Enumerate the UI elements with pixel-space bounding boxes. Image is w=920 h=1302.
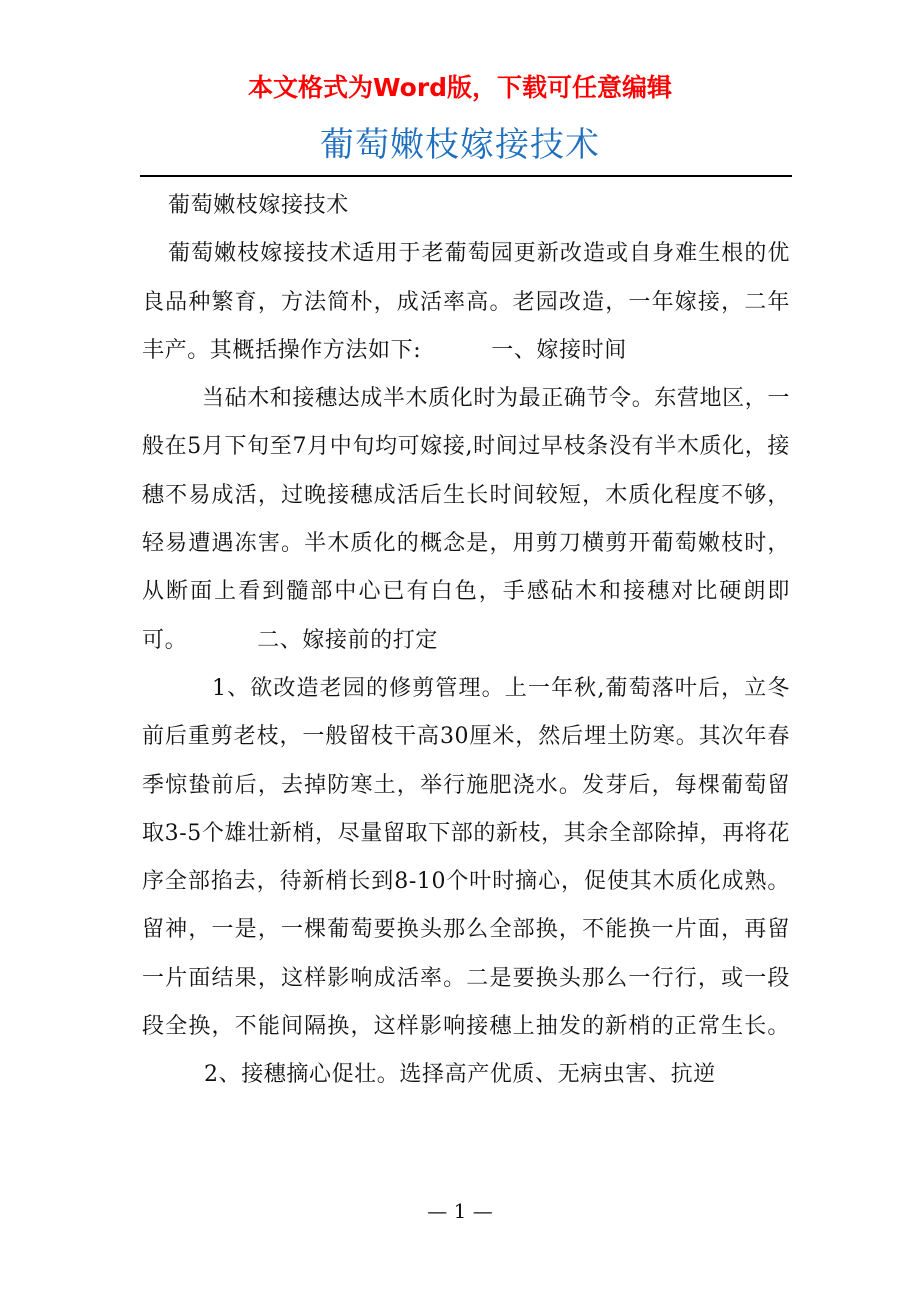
item-1-text: 1、欲改造老园的修剪管理。上一年秋,葡萄落叶后，立冬前后重剪老枝，一般留枝干高30厘米，然后埋土防寒。其次年春季惊蛰前后，去掉防寒土，举行施肥浇水。发芽后，每棵葡萄留取3-5个雄壮新梢，尽量留取下部的新枝，其余全部除掉，再将花序全部掐去，待新梢长到8-10个叶时摘心，促使其木质化成熟。留神，一是，一棵葡萄要换头那么全部换，不能换一片面，再留一片面结果，这样影响成活率。二是要换头那么一行行，或一段段全换，不能间隔换，这样影响接穗上抽发的新梢的正常生长。 — [142, 675, 790, 1040]
item-2-text: 2、接穗摘心促壮。选择高产优质、无病虫害、抗逆 — [204, 1062, 716, 1088]
section-heading-preparation: 二、嫁接前的打定 — [257, 627, 439, 653]
intro-text: 葡萄嫩枝嫁接技术适用于老葡萄园更新改造或自身难生根的优良品种繁育，方法简朴，成活率高。老园改造，一年嫁接，二年丰产。其概括操作方法如下: — [142, 241, 790, 363]
page-number: — 1 — — [427, 1199, 493, 1223]
format-notice-banner: 本文格式为Word版，下载可任意编辑 — [247, 73, 673, 102]
section-heading-timing: 一、嫁接时间 — [491, 337, 627, 363]
document-title: 葡萄嫩枝嫁接技术 — [320, 125, 600, 165]
item-1-paragraph — [142, 665, 790, 1100]
timing-text: 当砧木和接穗达成半木质化时为最正确节令。东营地区，一般在5月下旬至7月中旬均可嫁接,时间过早枝条没有半木质化，接穗不易成活，过晚接穗成活后生长时间较短，木质化程度不够，轻易遭遇冻害。半木质化的概念是，用剪刀横剪开葡萄嫩枝时，从断面上看到髓部中心已有白色，手感砧木和接穗对比硬朗即可。 — [142, 386, 790, 653]
document-body — [142, 182, 790, 1100]
intro-paragraph — [142, 230, 790, 375]
timing-paragraph — [142, 375, 790, 665]
body-heading: 葡萄嫩枝嫁接技术 — [168, 193, 349, 218]
title-divider — [140, 175, 792, 177]
